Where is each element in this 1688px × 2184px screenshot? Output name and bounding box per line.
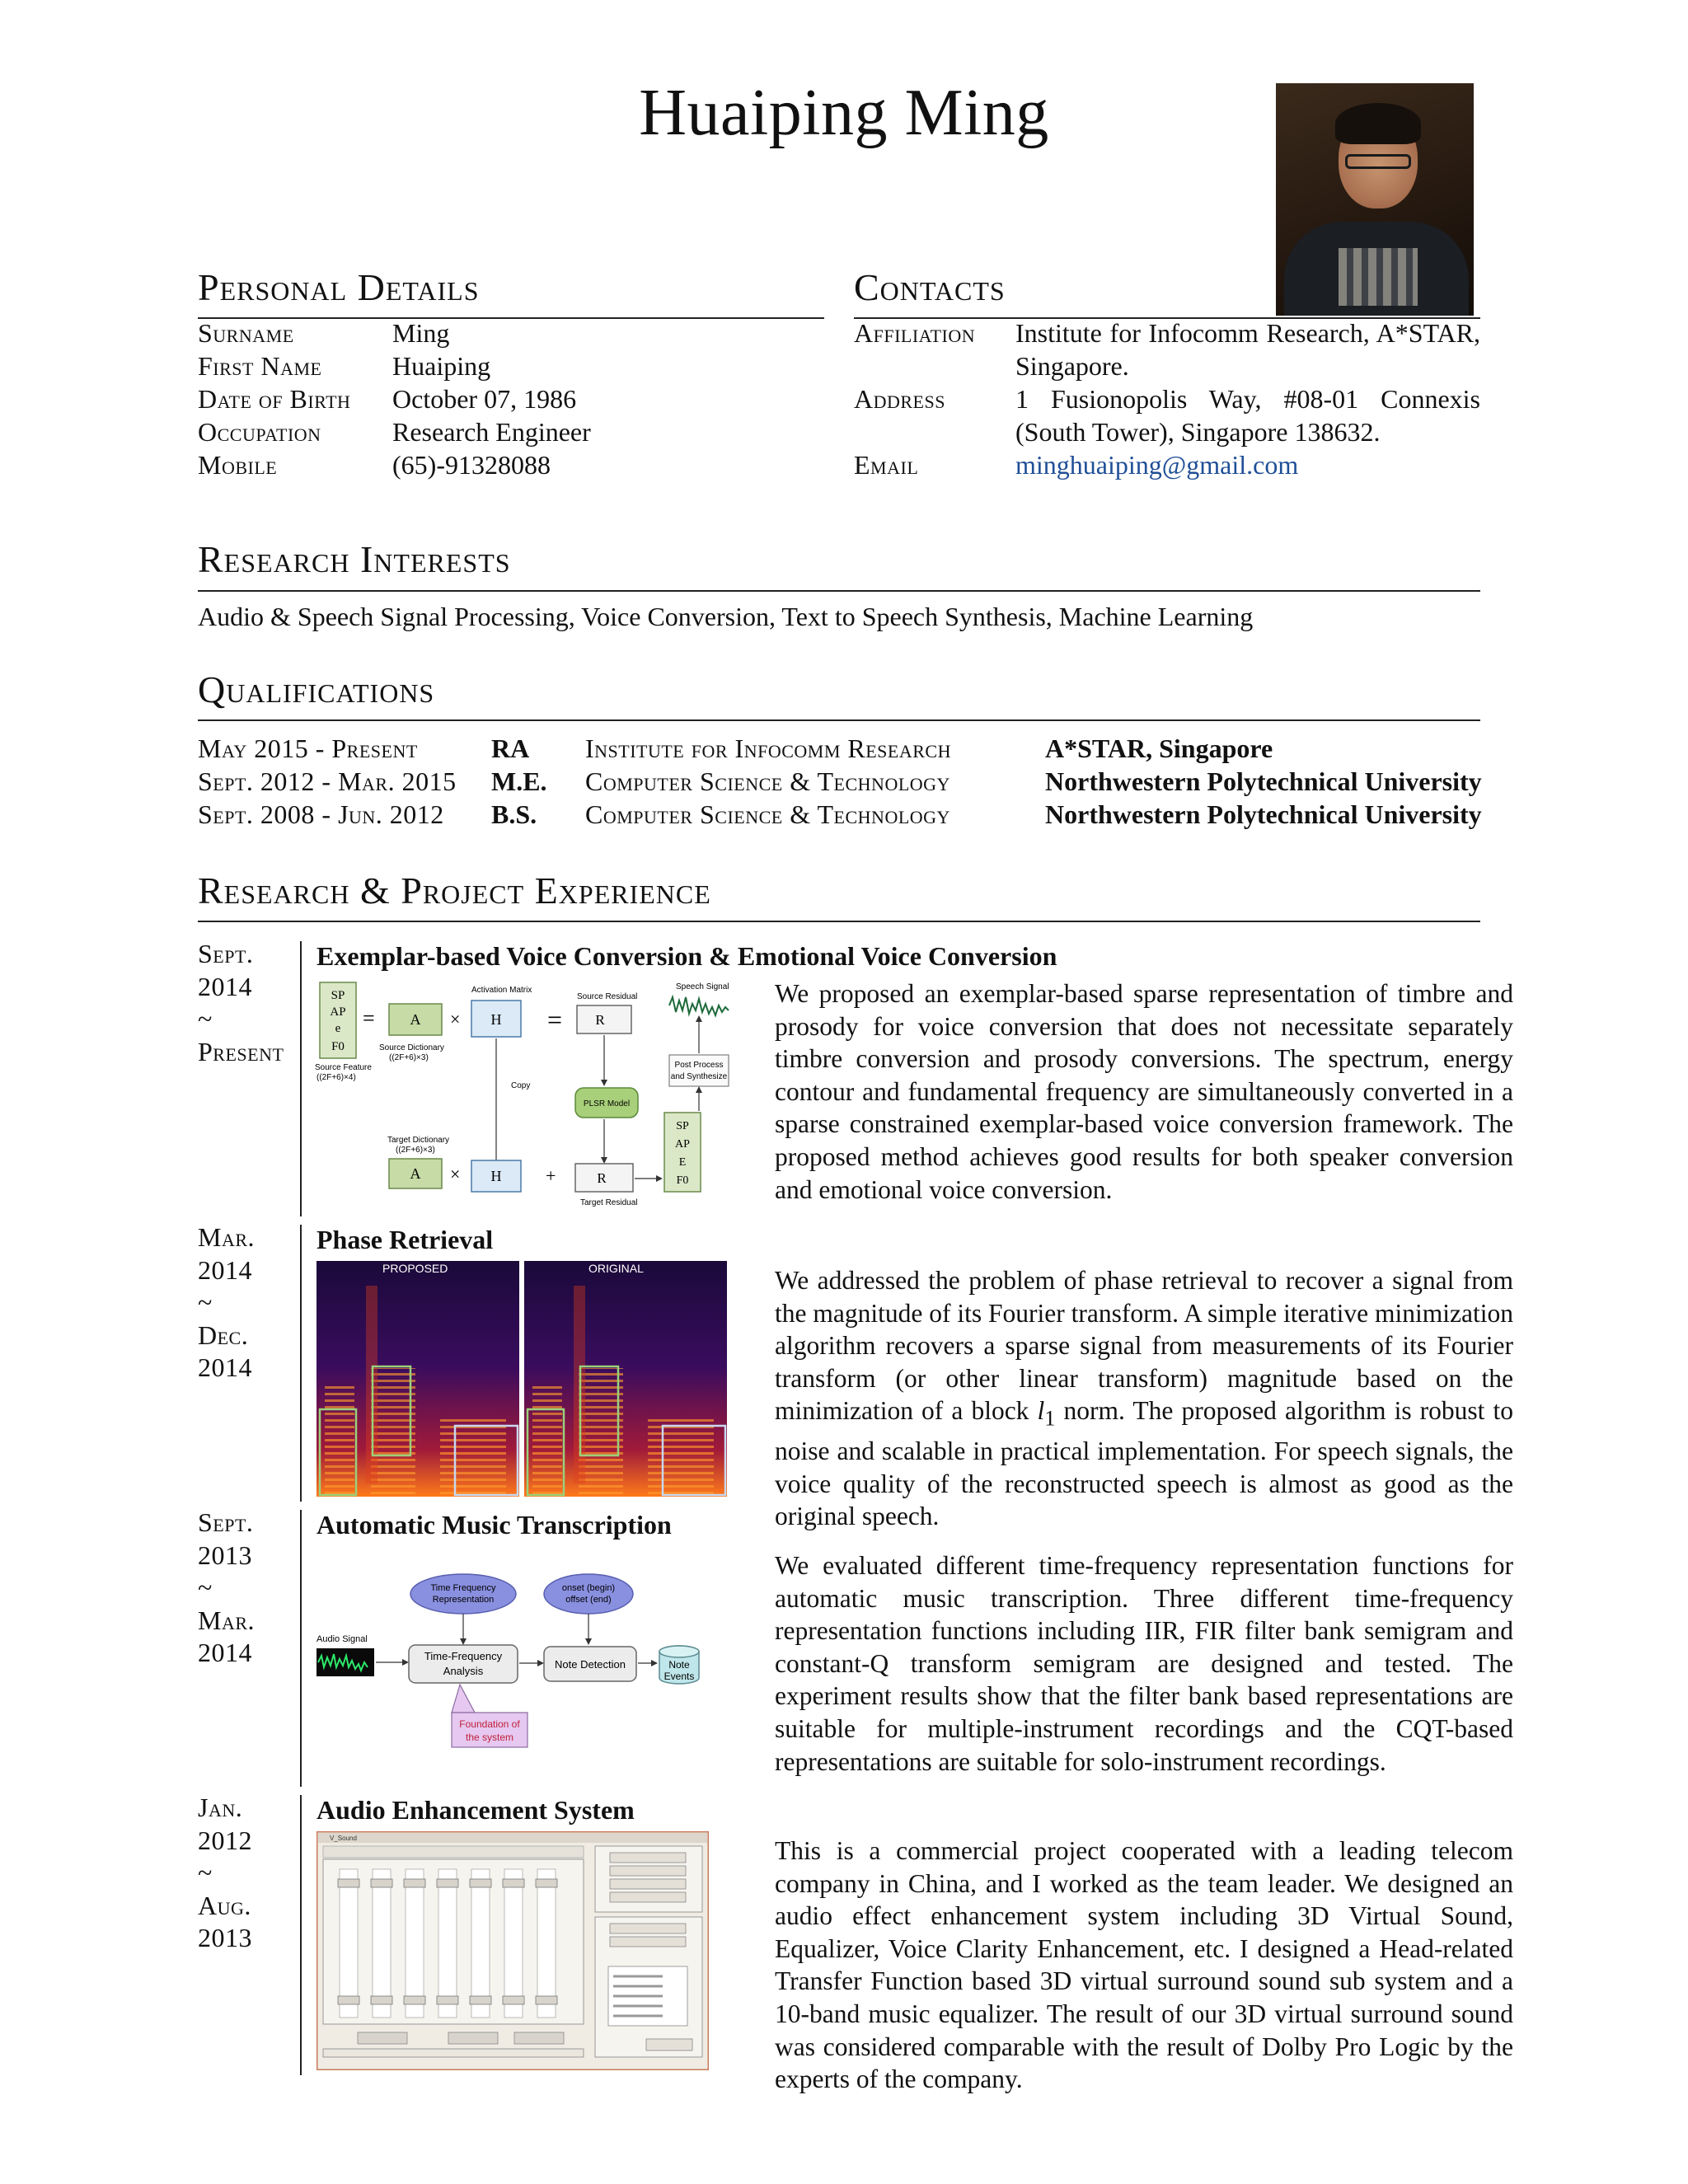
description-text: We addressed the problem of phase retrieval to recover a signal from the magnitude of its Fourier transform. A simple iterative minimization algorithm recovers a sparse signal from measurements of its Fourier transform (or other linear transform) magnitude based on the minimization of a block <box>775 1266 1513 1426</box>
fig-source-f0: F0 <box>331 1040 345 1053</box>
qualification-degree: RA <box>491 733 530 763</box>
personal-details-heading: Personal Details <box>198 266 480 308</box>
occupation-value: Research Engineer <box>392 417 591 447</box>
fig-source-feature: Source Feature <box>315 1063 372 1072</box>
research-interests-heading: Research Interests <box>198 538 511 580</box>
affiliation-label: Affiliation <box>854 318 976 348</box>
fig-target-e: E <box>678 1156 687 1169</box>
address-line-2: (South Tower), Singapore 138632. <box>1015 417 1381 447</box>
surname-value: Ming <box>392 318 450 348</box>
project-title: Exemplar-based Voice Conversion & Emotional Voice Conversion <box>316 941 1057 971</box>
qualification-institution: Northwestern Polytechnical University <box>1045 799 1482 829</box>
fig-target-dict-dim: ((2F+6)×3) <box>396 1146 435 1155</box>
mobile-label: Mobile <box>198 450 278 480</box>
fig-copy: Copy <box>511 1081 531 1090</box>
project-title: Audio Enhancement System <box>316 1795 635 1825</box>
first-name-value: Huaiping <box>392 351 491 381</box>
fig-h-target: H <box>490 1168 502 1184</box>
fig-source-feature-dim: ((2F+6)×4) <box>316 1073 356 1082</box>
fig-source-dict-label: Source Dictionary <box>379 1043 444 1052</box>
spectrogram-figure <box>316 1261 727 1497</box>
qualifications-heading: Qualifications <box>198 668 435 710</box>
profile-photo <box>1276 83 1474 316</box>
norm-symbol: l <box>1037 1396 1045 1426</box>
qualification-field: Institute for Infocomm Research <box>585 733 951 763</box>
norm-subscript: 1 <box>1044 1406 1056 1431</box>
first-name-label: First Name <box>198 351 322 381</box>
qualification-period: May 2015 - Present <box>198 733 418 763</box>
project-dates: Sept. 2014 ~ Present <box>198 939 284 1066</box>
timeline-rule <box>300 941 302 1216</box>
qualification-institution: Northwestern Polytechnical University <box>1045 766 1482 796</box>
project-description: We proposed an exemplar-based sparse representation of timbre and prosody for voice conversion that does not necessitate separately timbre conversion and prosody conversions. The spectrum, energy contour and fundamental frequency are simultaneously converted in a sparse constrained exemplar-based voice conversion framework. The proposed method achieves good results for both speaker conversion and emotional voice conversion. <box>775 979 1513 1204</box>
fig-onset-2: offset (end) <box>565 1595 612 1605</box>
fig-tf-repr-2: Representation <box>432 1595 495 1605</box>
fig-note-2: Events <box>663 1671 695 1682</box>
fig-tfa-2: Analysis <box>443 1665 484 1677</box>
contacts-heading: Contacts <box>854 266 1006 308</box>
fig-source-sp: SP <box>331 989 345 1002</box>
fig-activation-label: Activation Matrix <box>471 986 532 995</box>
svg-text:=: = <box>547 1005 563 1034</box>
qualifications-rule <box>198 719 1480 721</box>
timeline-rule <box>300 1225 302 1502</box>
spectrogram-left-label: PROPOSED <box>382 1262 448 1275</box>
project-dates: Sept. 2013 ~ Mar. 2014 <box>198 1507 256 1667</box>
qualification-degree: B.S. <box>491 799 537 829</box>
page-title: Huaiping Ming <box>639 77 1049 149</box>
qualification-field: Computer Science & Technology <box>585 766 950 796</box>
dob-label: Date of Birth <box>198 384 351 414</box>
project-description: We evaluated different time-frequency representation functions for automatic music transcription. Three different time-frequency representation functions including IIR, FIR filter bank semigram and constant-Q transform semigram are designed and tested. The experiment results show that the filter bank based representations are suitable for multiple-instrument recordings and the CQT-based representations are suitable for solo-instrument recordings. <box>775 1551 1513 1776</box>
svg-text:×: × <box>450 1164 461 1184</box>
fig-source-residual-label: Source Residual <box>577 992 638 1001</box>
address-line-1: 1 Fusionopolis Way, #08-01 Connexis <box>1015 384 1480 414</box>
experience-rule <box>198 921 1480 922</box>
fig-note-1: Note <box>668 1659 690 1671</box>
project-title: Phase Retrieval <box>316 1225 494 1254</box>
email-link[interactable]: minghuaiping@gmail.com <box>1015 450 1299 480</box>
qualification-period: Sept. 2012 - Mar. 2015 <box>198 766 457 796</box>
fig-tf-repr-1: Time Frequency <box>430 1583 496 1593</box>
fig-post-process: Post Process <box>674 1061 724 1070</box>
mobile-value: (65)-91328088 <box>392 450 551 480</box>
fig-foundation-1: Foundation of <box>459 1718 520 1730</box>
svg-text:×: × <box>450 1009 461 1029</box>
fig-target-ap: AP <box>675 1138 690 1151</box>
dob-value: October 07, 1986 <box>392 384 577 414</box>
timeline-rule <box>300 1510 302 1787</box>
experience-heading: Research & Project Experience <box>198 869 711 912</box>
fig-source-ap: AP <box>330 1005 346 1019</box>
fig-note-detection: Note Detection <box>555 1658 626 1671</box>
affiliation-line-1: Institute for Infocomm Research, A*STAR, <box>1015 318 1480 348</box>
fig-source-e: e <box>335 1022 341 1035</box>
project-title: Automatic Music Transcription <box>316 1510 672 1540</box>
fig-target-dict-label: Target Dictionary <box>387 1136 450 1145</box>
fig-target-dict: A <box>410 1165 421 1182</box>
svg-text:=: = <box>363 1006 375 1030</box>
qualification-degree: M.E. <box>491 766 547 796</box>
svg-text:+: + <box>546 1165 556 1186</box>
project-description <box>775 1264 1513 1533</box>
voice-conversion-diagram <box>313 981 742 1212</box>
address-label: Address <box>854 384 945 414</box>
fig-target-residual-label: Target Residual <box>580 1198 638 1207</box>
qualification-field: Computer Science & Technology <box>585 799 950 829</box>
project-dates: Mar. 2014 ~ Dec. 2014 <box>198 1222 256 1382</box>
research-interests-rule <box>198 590 1480 592</box>
timeline-rule <box>300 1795 302 2075</box>
fig-target-sp: SP <box>676 1120 689 1132</box>
fig-source-dict-dim: ((2F+6)×3) <box>389 1053 429 1062</box>
project-description: This is a commercial project cooperated with a leading telecom company in China, and I worked as the team leader. We designed an audio effect enhancement system including 3D Virtual Sound, Equalizer, Voice Clarity Enhancement, etc. I designed a Head-related Transfer Function based 3D virtual surround sound sub system and a 10-band music equalizer. The result of our 3D virtual surround sound was considered comparable with the result of Dolby Pro Logic by the experts of the company. <box>775 1836 1513 2094</box>
occupation-label: Occupation <box>198 417 321 447</box>
surname-label: Surname <box>198 318 294 348</box>
fig-audio-signal: Audio Signal <box>316 1634 368 1644</box>
window-title: V_Sound <box>330 1835 357 1842</box>
fig-plsr: PLSR Model <box>583 1099 631 1108</box>
fig-source-dict: A <box>410 1011 421 1028</box>
fig-target-f0: F0 <box>676 1174 689 1187</box>
audio-enhancement-screenshot <box>316 1831 709 2070</box>
fig-rt: R <box>597 1170 607 1186</box>
qualification-institution: A*STAR, Singapore <box>1045 733 1273 763</box>
fig-and-synthesize: and Synthesize <box>670 1072 728 1081</box>
fig-h: H <box>490 1011 502 1028</box>
fig-tfa-1: Time-Frequency <box>424 1650 503 1662</box>
email-label: Email <box>854 450 919 480</box>
music-transcription-diagram <box>315 1566 727 1764</box>
fig-speech-signal-label: Speech Signal <box>676 982 729 991</box>
affiliation-line-2: Singapore. <box>1015 351 1129 381</box>
fig-foundation-2: the system <box>465 1732 514 1743</box>
project-dates: Jan. 2012 ~ Aug. 2013 <box>198 1793 252 1952</box>
fig-onset-1: onset (begin) <box>561 1583 616 1593</box>
spectrogram-right-label: ORIGINAL <box>588 1262 644 1275</box>
qualification-period: Sept. 2008 - Jun. 2012 <box>198 799 444 829</box>
description-text: norm. The proposed algorithm is robust to noise and scalable in practical implementation. For speech signals, the voice quality of the reconstructed speech is almost as good as the original speech. <box>775 1396 1514 1531</box>
fig-rs: R <box>595 1012 605 1028</box>
research-interests-text: Audio & Speech Signal Processing, Voice Conversion, Text to Speech Synthesis, Machine Learning <box>198 602 1254 631</box>
